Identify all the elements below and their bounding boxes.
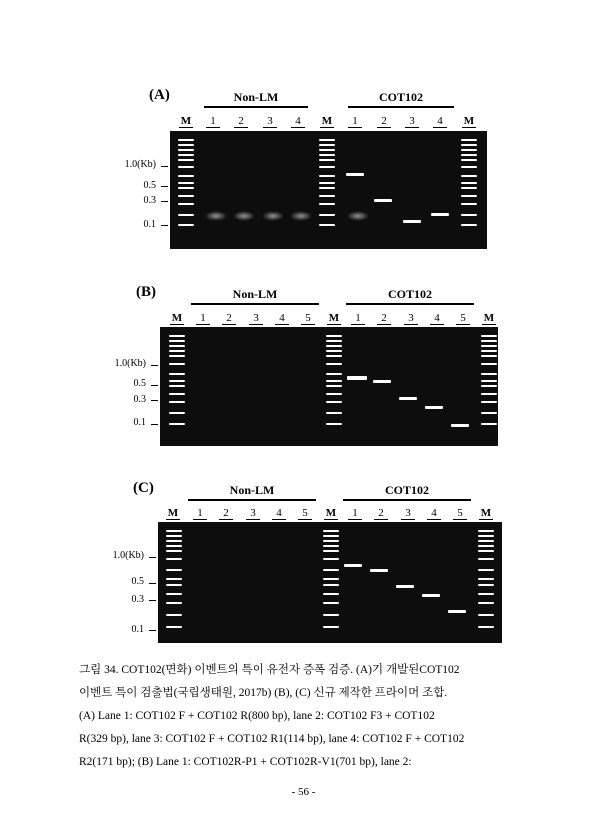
group-underline	[188, 499, 316, 501]
lane-label: 4	[434, 312, 440, 324]
size-label: 0.1	[133, 417, 146, 428]
lane-label: 1	[352, 115, 358, 127]
size-label: 0.5	[133, 378, 146, 389]
pcr-band	[448, 610, 466, 613]
size-label: 0.1	[143, 219, 156, 230]
lane-label: 2	[378, 507, 384, 519]
lane-label-marker: M	[480, 507, 492, 519]
pcr-band	[431, 213, 449, 216]
lane-label: 4	[431, 507, 437, 519]
group-label-non-lm: Non-LM	[232, 287, 278, 301]
lane-label-marker: M	[180, 115, 192, 127]
lane-label-marker: M	[463, 115, 475, 127]
caption-line: 그림 34. COT102(면화) 이벤트의 특이 유전자 증폭 검증. (A)기 개발된COT102	[79, 664, 460, 676]
gel-image	[160, 327, 498, 446]
lane-label: 5	[302, 507, 308, 519]
group-label-cot102: COT102	[378, 90, 423, 104]
gel-image	[170, 131, 487, 249]
lane-label: 5	[460, 312, 466, 324]
panel-label: (C)	[133, 480, 154, 496]
figure-caption	[79, 659, 527, 774]
pcr-band	[347, 376, 367, 380]
lane-label: 5	[457, 507, 463, 519]
caption-line: 이벤트 특이 검출법(국립생태원, 2017b) (B), (C) 신규 제작한 프라이머 조합.	[79, 687, 448, 699]
caption-line: R2(171 bp); (B) Lane 1: COT102R-P1 + COT102R-V1(701 bp), lane 2:	[79, 756, 412, 768]
lane-label: 2	[381, 312, 387, 324]
lane-label-marker: M	[171, 312, 183, 324]
pcr-band	[451, 424, 469, 427]
gel-image	[158, 522, 502, 643]
lane-label: 4	[279, 312, 285, 324]
size-label: 0.1	[131, 624, 144, 635]
size-label: 1.0(Kb)	[124, 159, 156, 170]
lane-label-marker: M	[328, 312, 340, 324]
lane-label: 1	[352, 507, 358, 519]
pcr-band	[396, 585, 414, 588]
lane-label: 3	[253, 312, 259, 324]
group-underline	[348, 106, 454, 108]
group-underline	[343, 499, 471, 501]
lane-label-marker: M	[483, 312, 495, 324]
pcr-band	[344, 564, 362, 567]
size-label: 0.3	[133, 394, 146, 405]
group-label-cot102: COT102	[384, 483, 429, 497]
lane-label: 3	[408, 312, 414, 324]
lane-label: 1	[210, 115, 216, 127]
size-label: 1.0(Kb)	[114, 358, 146, 369]
pcr-band	[346, 173, 364, 176]
lane-label: 2	[238, 115, 244, 127]
size-label: 0.3	[143, 195, 156, 206]
pcr-band	[399, 397, 417, 400]
lane-label: 4	[437, 115, 443, 127]
size-label: 1.0(Kb)	[112, 550, 144, 561]
size-label: 0.5	[143, 180, 156, 191]
lane-label-marker: M	[325, 507, 337, 519]
panel-label: (A)	[149, 87, 170, 103]
group-underline	[191, 303, 319, 305]
pcr-band	[373, 380, 391, 383]
size-label: 0.3	[131, 594, 144, 605]
lane-label: 1	[197, 507, 203, 519]
group-label-non-lm: Non-LM	[233, 90, 279, 104]
group-label-cot102: COT102	[387, 287, 432, 301]
pcr-band	[425, 406, 443, 409]
lane-label: 2	[223, 507, 229, 519]
lane-label: 3	[250, 507, 256, 519]
lane-label: 2	[381, 115, 387, 127]
lane-label: 1	[200, 312, 206, 324]
group-label-non-lm: Non-LM	[229, 483, 275, 497]
size-label: 0.5	[131, 576, 144, 587]
lane-label: 2	[226, 312, 232, 324]
caption-line: R(329 bp), lane 3: COT102 F + COT102 R1(114 bp), lane 4: COT102 F + COT102	[79, 733, 465, 745]
pcr-band	[422, 594, 440, 597]
caption-line: (A) Lane 1: COT102 F + COT102 R(800 bp), lane 2: COT102 F3 + COT102	[79, 710, 435, 722]
lane-label: 4	[276, 507, 282, 519]
group-underline	[204, 106, 308, 108]
pcr-band	[403, 220, 421, 223]
lane-label-marker: M	[321, 115, 333, 127]
panel-label: (B)	[136, 284, 156, 300]
page-number: - 56 -	[291, 786, 316, 798]
lane-label: 3	[267, 115, 273, 127]
lane-label: 3	[405, 507, 411, 519]
group-underline	[346, 303, 474, 305]
lane-label: 4	[295, 115, 301, 127]
lane-label: 1	[355, 312, 361, 324]
lane-label: 3	[409, 115, 415, 127]
lane-label: 5	[305, 312, 311, 324]
lane-label-marker: M	[167, 507, 179, 519]
pcr-band	[370, 569, 388, 572]
pcr-band	[374, 199, 392, 202]
